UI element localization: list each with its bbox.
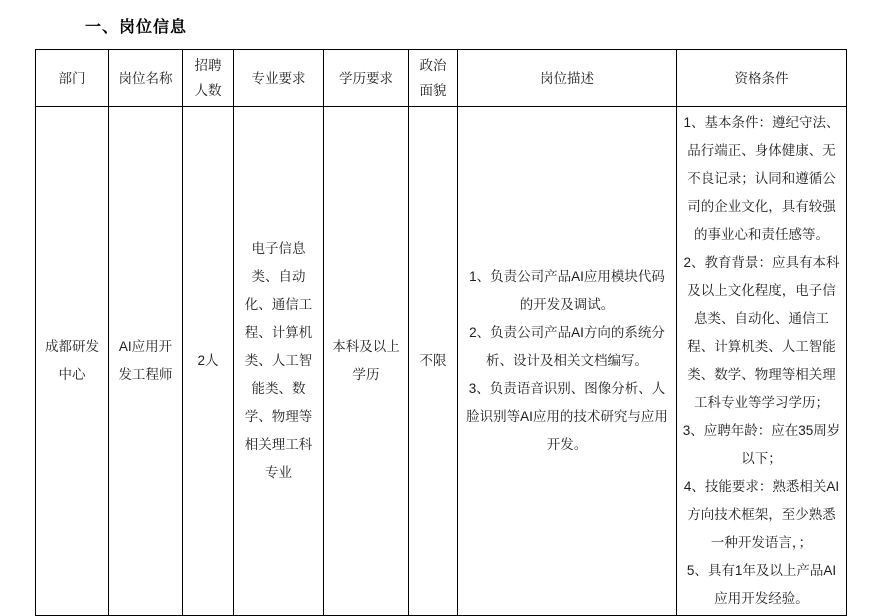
header-headcount: 招聘人数 [183,50,234,107]
list-item: 4、技能要求：熟悉相关AI方向技术框架，至少熟悉一种开发语言，； [683,479,840,550]
cell-political-status: 不限 [409,107,458,616]
header-row [36,50,847,107]
table-row [36,107,847,616]
list-item: 2、教育背景：应具有本科及以上文化程度，电子信息类、自动化、通信工程、计算机类、人工智能类、数学、物理等相关理工科专业等学习学历； [683,255,840,410]
cell-headcount: 2人 [183,107,234,616]
header-position-name: 岗位名称 [109,50,183,107]
section-title: 一、岗位信息 [85,19,188,36]
list-item: 3、应聘年龄：应在35周岁以下； [682,423,841,466]
list-item: 1、基本条件：遵纪守法、品行端正、身体健康、无不良记录；认同和遵循公司的企业文化，具有较强的事业心和责任感等。 [683,115,840,242]
list-item: 5、具有1年及以上产品AI应用开发经验。 [686,563,837,606]
list-item: 2、负责公司产品AI方向的系统分析、设计及相关文档编写。 [469,325,665,368]
header-department: 部门 [36,50,109,107]
position-info-table [35,49,847,616]
cell-job-description [458,107,677,616]
list-item: 3、负责语音识别、图像分析、人脸识别等AI应用的技术研究与应用开发。 [466,381,668,452]
header-political-status: 政治面貌 [409,50,458,107]
header-education-requirement: 学历要求 [324,50,409,107]
header-major-requirements: 专业要求 [234,50,324,107]
cell-qualifications [677,107,847,616]
cell-education-requirement: 本科及以上学历 [324,107,409,616]
cell-major-requirements: 电子信息类、自动化、通信工程、计算机类、人工智能类、数学、物理等相关理工科专业 [234,107,324,616]
header-qualifications: 资格条件 [677,50,847,107]
cell-position-name: AI应用开发工程师 [109,107,183,616]
list-item: 1、负责公司产品AI应用模块代码的开发及调试。 [469,269,665,312]
cell-department: 成都研发中心 [36,107,109,616]
header-job-description: 岗位描述 [458,50,677,107]
